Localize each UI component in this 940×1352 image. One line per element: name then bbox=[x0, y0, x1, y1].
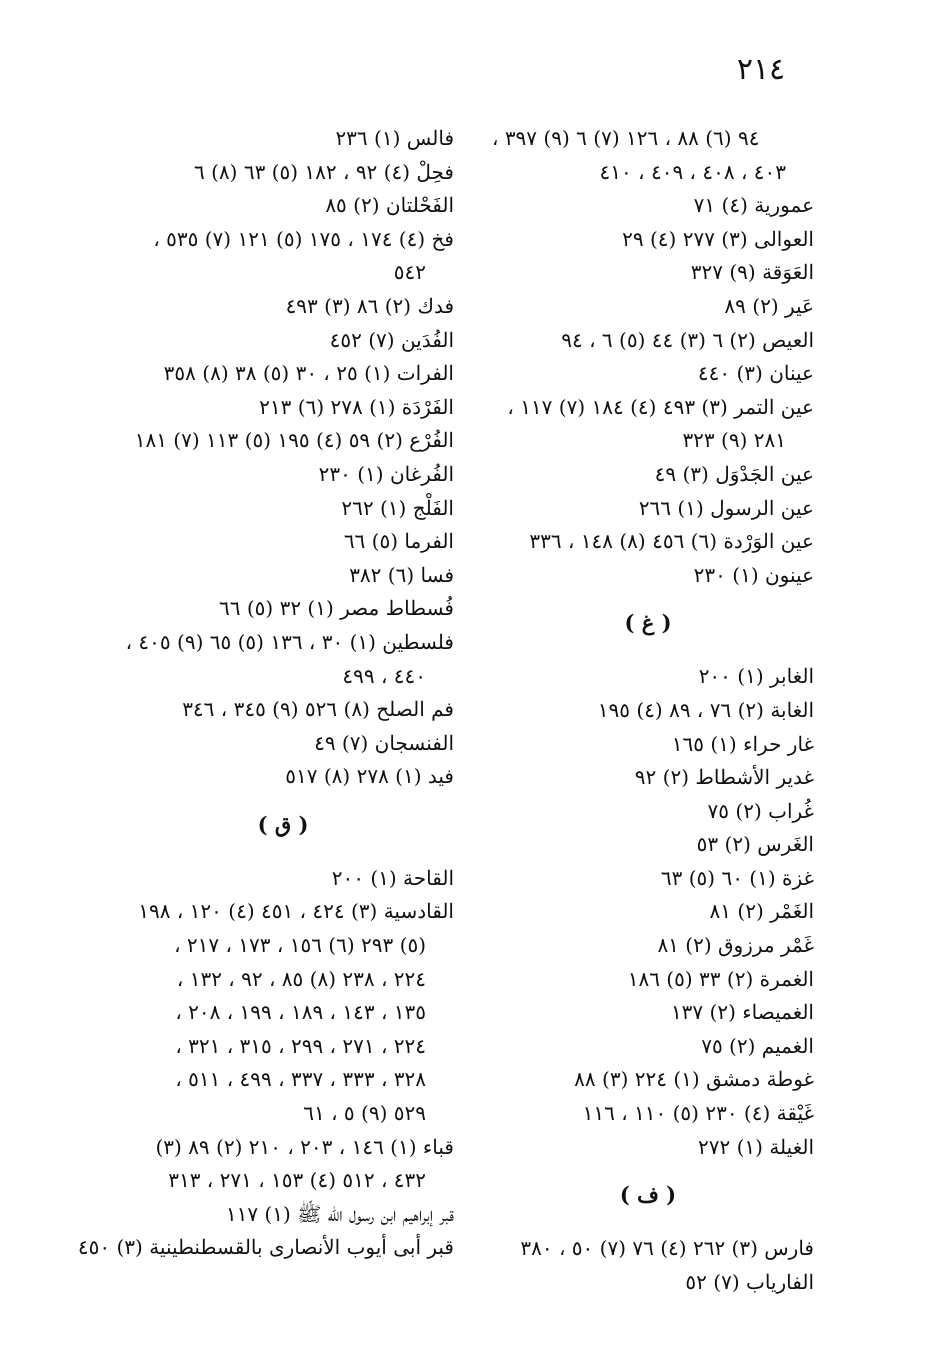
index-entry: عينان (٣) ٤٤٠ bbox=[697, 361, 814, 386]
index-entry: ٤٤٠ ، ٤٩٩ bbox=[342, 663, 426, 688]
index-entry: ٥٢٩ (٩) ٥ ، ٦١ bbox=[303, 1101, 426, 1126]
index-entry: ٢٢٤ ، ٢٧١ ، ٢٩٩ ، ٣١٥ ، ٣٢١ ، bbox=[175, 1033, 426, 1058]
index-entry: (٥) ٢٩٣ (٦) ١٥٦ ، ١٧٣ ، ٢١٧ ، bbox=[174, 933, 426, 958]
index-column-left bbox=[77, 122, 454, 1265]
section-letter-heading: ( ق ) bbox=[257, 811, 309, 837]
index-column-right bbox=[482, 122, 814, 1299]
index-entry: القادسية (٣) ٤٢٤ ، ٤٥١ (٤) ١٢٠ ، ١٩٨ bbox=[138, 899, 454, 924]
index-entry: فلسطين (١) ٣٠ ، ١٣٦ (٥) ٦٥ (٩) ٤٠٥ ، bbox=[125, 629, 454, 654]
index-entry: عمورية (٤) ٧١ bbox=[693, 193, 814, 218]
index-entry: الفَلْج (١) ٢٦٢ bbox=[341, 495, 454, 520]
index-entry: الفَحْلتان (٢) ٨٥ bbox=[325, 193, 454, 218]
index-entry: فدك (٢) ٨٦ (٣) ٤٩٣ bbox=[285, 293, 454, 318]
index-entry: غَمْر مرزوق (٢) ٨١ bbox=[657, 933, 814, 958]
index-entry: فُسطاط مصر (١) ٣٢ (٥) ٦٦ bbox=[219, 596, 454, 621]
index-entry: غَيْقة (٤) ٢٣٠ (٥) ١١٠ ، ١١٦ bbox=[582, 1101, 814, 1126]
index-entry: قبر إبراهيم ابن رسول الله ﷺ (١) ١١٧ bbox=[225, 1201, 454, 1226]
index-entry: الفرما (٥) ٦٦ bbox=[343, 529, 454, 554]
index-entry: الغميم (٢) ٧٥ bbox=[701, 1033, 814, 1058]
index-entry: الفُرْع (٢) ٥٩ (٤) ١٩٥ (٥) ١١٣ (٧) ١٨١ bbox=[134, 428, 454, 453]
index-entry: الفُرغان (١) ٢٣٠ bbox=[318, 461, 454, 486]
index-entry: الغابة (٢) ٧٦ ، ٨٩ (٤) ١٩٥ bbox=[597, 697, 814, 722]
index-entry: فسا (٦) ٣٨٢ bbox=[349, 562, 454, 587]
index-entry: غار حراء (١) ١٦٥ bbox=[671, 731, 814, 756]
index-entry: قبر أبى أيوب الأنصارى بالقسطنطينية (٣) ٤٥٠ bbox=[77, 1235, 454, 1260]
index-entry: فحِلْ (٤) ٩٢ ، ١٨٢ (٥) ٦٣ (٨) ٦ bbox=[193, 159, 454, 184]
index-entry: الفرات (١) ٢٥ ، ٣٠ (٥) ٣٨ (٨) ٣٥٨ bbox=[163, 361, 454, 386]
index-entry: عين التمر (٣) ٤٩٣ (٤) ١٨٤ (٧) ١١٧ ، bbox=[507, 394, 814, 419]
index-entry: العَوَقة (٩) ٣٢٧ bbox=[690, 260, 814, 285]
page-number: ٢١٤ bbox=[736, 52, 786, 87]
index-entry: ٥٤٢ bbox=[393, 260, 426, 285]
index-entry: الفارياب (٧) ٥٢ bbox=[685, 1269, 814, 1294]
index-entry: غدير الأشطاط (٢) ٩٢ bbox=[634, 765, 814, 790]
index-entry: الفنسجان (٧) ٤٩ bbox=[314, 730, 454, 755]
index-entry: قباء (١) ١٤٦ ، ٢٠٣ ، ٢١٠ (٢) ٨٩ (٣) bbox=[155, 1134, 454, 1159]
index-entry: الغمرة (٢) ٣٣ (٥) ١٨٦ bbox=[627, 966, 814, 991]
index-entry: القاحة (١) ٢٠٠ bbox=[331, 865, 454, 890]
index-entry: الغَمْر (٢) ٨١ bbox=[709, 899, 814, 924]
index-entry: عَير (٢) ٨٩ bbox=[724, 293, 814, 318]
index-entry: عينون (١) ٢٣٠ bbox=[693, 562, 814, 587]
section-letter-heading: ( ف ) bbox=[619, 1182, 677, 1208]
index-entry: ٢٢٤ ، ٢٣٨ (٨) ٨٥ ، ٩٢ ، ١٣٢ ، bbox=[176, 966, 426, 991]
index-entry: الفَرْدَة (١) ٢٧٨ (٦) ٢١٣ bbox=[259, 394, 454, 419]
index-entry: عين الرسول (١) ٢٦٦ bbox=[638, 495, 814, 520]
index-entry: غزة (١) ٦٠ (٥) ٦٣ bbox=[660, 865, 814, 890]
index-entry: الغَرس (٢) ٥٣ bbox=[696, 832, 814, 857]
index-entry: فالس (١) ٢٣٦ bbox=[335, 126, 454, 150]
index-entry: العوالى (٣) ٢٧٧ (٤) ٢٩ bbox=[622, 226, 814, 251]
index-entry: عين الجَدْوَل (٣) ٤٩ bbox=[654, 461, 814, 486]
index-entry: فيد (١) ٢٧٨ (٨) ٥١٧ bbox=[285, 764, 454, 789]
index-entry: الغابر (١) ٢٠٠ bbox=[698, 664, 814, 689]
index-entry: العيص (٢) ٦ (٣) ٤٤ (٥) ٦ ، ٩٤ bbox=[561, 327, 814, 352]
index-entry: الفُدَين (٧) ٤٥٢ bbox=[329, 327, 454, 352]
index-entry: ٩٤ (٦) ٨٨ ، ١٢٦ (٧) ٦ (٩) ٣٩٧ ، bbox=[492, 126, 760, 150]
index-entry: فم الصلح (٨) ٥٢٦ (٩) ٣٤٥ ، ٣٤٦ bbox=[182, 697, 454, 722]
index-entry: ٢٨١ (٩) ٣٢٣ bbox=[682, 428, 786, 453]
index-entry: فخ (٤) ١٧٤ ، ١٧٥ (٥) ١٢١ (٧) ٥٣٥ ، bbox=[153, 226, 454, 251]
index-entry: ٤٣٢ ، ٥١٢ (٤) ١٥٣ ، ٢٧١ ، ٣١٣ bbox=[168, 1168, 426, 1193]
index-entry: ٣٢٨ ، ٣٣٣ ، ٣٣٧ ، ٤٩٩ ، ٥١١ ، bbox=[175, 1067, 426, 1092]
index-entry: الغيلة (١) ٢٧٢ bbox=[698, 1134, 814, 1159]
index-entry: عين الوَرْدة (٦) ٤٥٦ (٨) ١٤٨ ، ٣٣٦ bbox=[529, 529, 814, 554]
index-entry: الغميصاء (٢) ١٣٧ bbox=[670, 1000, 814, 1025]
section-letter-heading: ( غ ) bbox=[624, 610, 672, 636]
index-entry: فارس (٣) ٢٦٢ (٤) ٧٦ (٧) ٥٠ ، ٣٨٠ bbox=[520, 1236, 814, 1261]
index-entry: ٤٠٣ ، ٤٠٨ ، ٤٠٩ ، ٤١٠ bbox=[599, 159, 786, 184]
index-entry: غُراب (٢) ٧٥ bbox=[707, 798, 814, 823]
index-entry: ١٣٥ ، ١٤٣ ، ١٨٩ ، ١٩٩ ، ٢٠٨ ، bbox=[175, 1000, 426, 1025]
index-entry: غوطة دمشق (١) ٢٢٤ (٣) ٨٨ bbox=[574, 1067, 814, 1092]
